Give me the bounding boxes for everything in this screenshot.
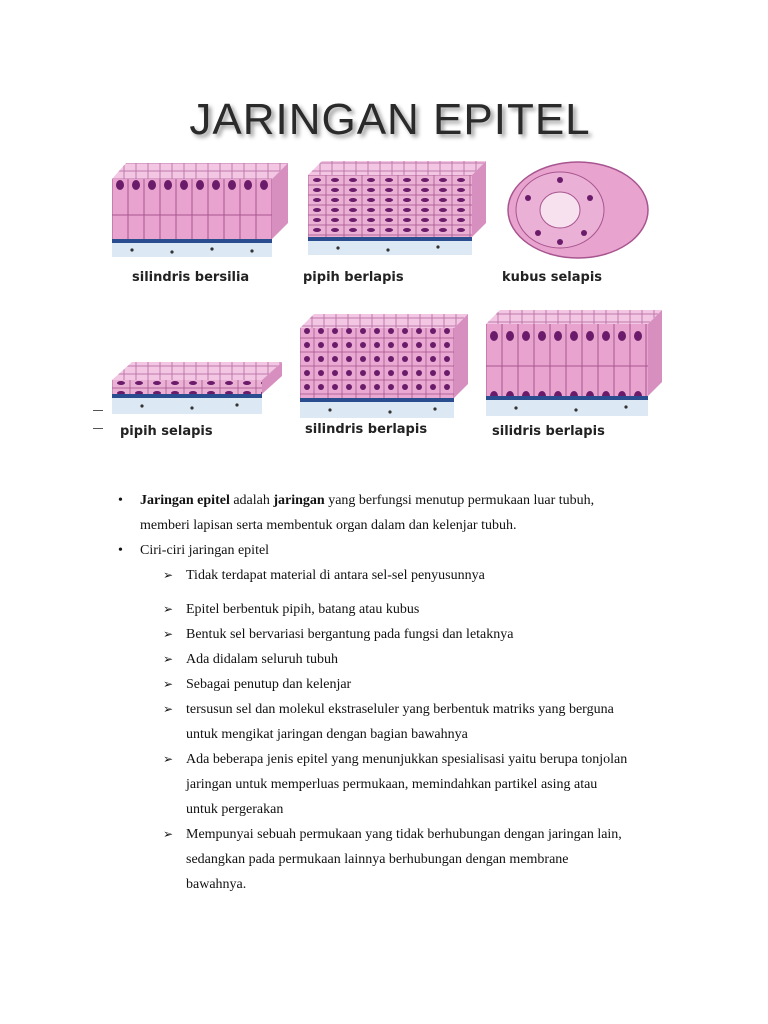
list-item <box>163 647 698 672</box>
list-item <box>163 563 698 588</box>
list-item <box>163 597 698 622</box>
tissue-silidris-berlapis <box>486 306 664 422</box>
text-fragment: memberi lapisan serta membentuk organ dalam dan kelenjar tubuh. <box>140 518 517 533</box>
tissue-label: silindris berlapis <box>305 422 428 437</box>
spacer <box>163 588 698 597</box>
tissue-label: pipih berlapis <box>303 270 404 285</box>
arrow-bullet-icon: ➢ <box>163 677 174 691</box>
arrow-bullet-icon: ➢ <box>163 602 174 616</box>
tissue-label: silindris bersilia <box>132 270 250 285</box>
document-body <box>118 488 698 897</box>
bullet-definition <box>118 488 698 538</box>
text-line: sedangkan pada permukaan lainnya berhubungan dengan membrane <box>186 852 569 867</box>
text-line: jaringan untuk memperluas permukaan, memindahkan partikel asing atau <box>186 777 598 792</box>
text-line: untuk mengikat jaringan dengan bagian bawahnya <box>186 727 468 742</box>
list-item <box>163 747 698 822</box>
arrow-bullet-icon: ➢ <box>163 752 174 766</box>
text-line: untuk pergerakan <box>186 802 284 817</box>
text-line: Ada didalam seluruh tubuh <box>186 652 339 667</box>
tissue-silindris-bersilia <box>112 155 290 260</box>
tissue-label: kubus selapis <box>502 270 603 285</box>
arrow-bullet-icon: ➢ <box>163 627 174 641</box>
arrow-bullet-icon: ➢ <box>163 827 174 841</box>
text-line: Epitel berbentuk pipih, batang atau kubus <box>186 602 420 617</box>
figure-title: JARINGAN EPITEL <box>189 95 591 144</box>
tissue-kubus-selapis <box>498 158 658 263</box>
tissue-label: silidris berlapis <box>492 424 605 439</box>
margin-mark <box>93 410 103 411</box>
text-line: tersusun sel dan molekul ekstraseluler yang berbentuk matriks yang berguna <box>186 702 614 717</box>
text-line: Sebagai penutup dan kelenjar <box>186 677 352 692</box>
term-jaringan-epitel: Jaringan epitel <box>140 493 230 508</box>
text-line: Bentuk sel bervariasi bergantung pada fungsi dan letaknya <box>186 627 514 642</box>
arrow-bullet-icon: ➢ <box>163 652 174 666</box>
text-fragment: Ciri-ciri jaringan epitel <box>140 543 270 558</box>
text-line: Tidak terdapat material di antara sel-sel penyusunnya <box>186 568 485 583</box>
list-item <box>163 622 698 647</box>
bullet-icon: • <box>118 543 123 558</box>
text-line: Mempunyai sebuah permukaan yang tidak berhubungan dengan jaringan lain, <box>186 827 622 842</box>
ciri-list <box>163 563 698 897</box>
bullet-ciri-heading <box>118 538 698 563</box>
term-jaringan: jaringan <box>273 493 325 508</box>
text-line: bawahnya. <box>186 877 247 892</box>
margin-mark <box>93 428 103 429</box>
text-fragment: yang berfungsi menutup permukaan luar tubuh, <box>324 493 595 508</box>
list-item <box>163 672 698 697</box>
tissue-pipih-selapis <box>112 358 284 418</box>
list-item <box>163 822 698 897</box>
arrow-bullet-icon: ➢ <box>163 702 174 716</box>
arrow-bullet-icon: ➢ <box>163 568 174 582</box>
tissue-silindris-berlapis <box>300 310 470 422</box>
bullet-icon: • <box>118 493 123 508</box>
text-fragment: adalah <box>229 493 274 508</box>
tissue-label: pipih selapis <box>120 424 213 439</box>
tissue-pipih-berlapis <box>308 155 488 260</box>
text-line: Ada beberapa jenis epitel yang menunjukkan spesialisasi yaitu berupa tonjolan <box>186 752 628 767</box>
list-item <box>163 697 698 747</box>
